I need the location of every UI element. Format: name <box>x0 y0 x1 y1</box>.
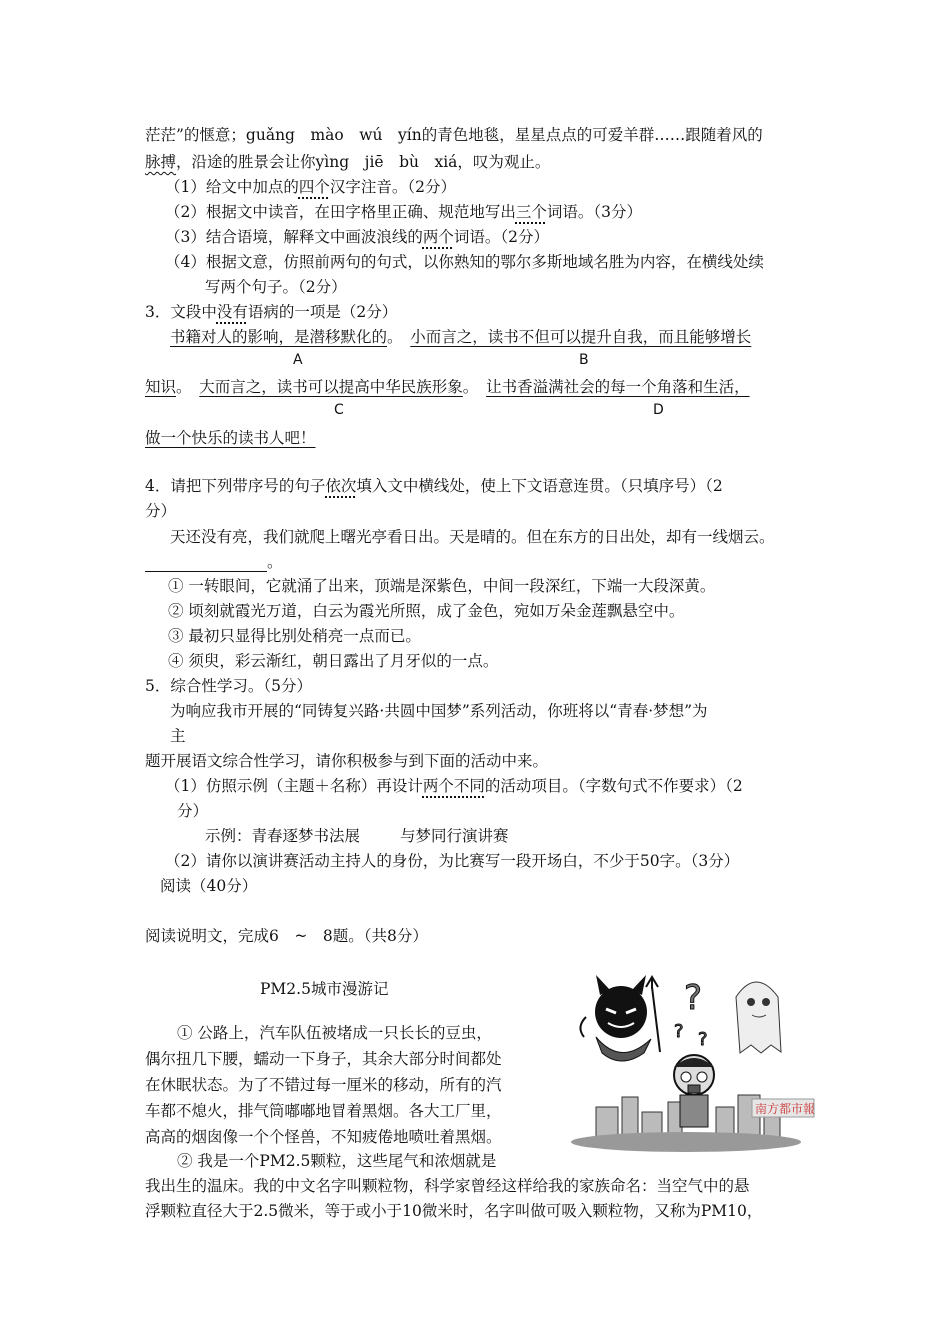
q5-heading: 5．综合性学习。（5分） <box>145 677 312 695</box>
svg-text:?: ? <box>674 1021 684 1042</box>
q3-sentence-d: 让书香溢满社会的每一个角落和生活， <box>486 378 750 396</box>
q4-option-4: ④ 须臾，彩云渐红，朝日露出了月牙似的一点。 <box>168 652 499 670</box>
q4-stem-line1: 4．请把下列带序号的句子依次填入文中横线处，使上下文语意连贯。（只填序号）（2 <box>145 477 723 495</box>
q4-option-3: ③ 最初只显得比别处稍亮一点而已。 <box>168 627 421 645</box>
q3-line3: 做一个快乐的读书人吧！ <box>145 429 316 447</box>
passage-line-2: 脉搏，沿途的胜景会让你yìng jiē bù xiá，叹为观止。 <box>145 153 551 171</box>
article-title: PM2.5城市漫游记 <box>260 980 389 998</box>
svg-text:南方都市報: 南方都市報 <box>755 1102 816 1116</box>
q4-blank-line: 。 <box>145 552 283 572</box>
q5-sub2: （2）请你以演讲赛活动主持人的身份，为比赛写一段开场白，不少于50字。（3分） <box>165 852 740 870</box>
q2-sub4-line2: 写两个句子。（2分） <box>205 278 347 296</box>
q5-sub1-line1: （1）仿照示例（主题＋名称）再设计两个不同的活动项目。（字数句式不作要求）（2 <box>165 777 743 795</box>
q2-sub1: （1）给文中加点的四个汉字注音。（2分） <box>165 178 457 196</box>
q3-sentence-c: 大而言之，读书可以提高中华民族形象 <box>199 378 463 396</box>
reading-instruction: 阅读说明文，完成6 ~ 8题。（共8分） <box>145 927 428 945</box>
q2-sub2: （2）根据文中读音，在田字格里正确、规范地写出三个词语。（3分） <box>165 203 643 221</box>
q3-line2: 知识。 大而言之，读书可以提高中华民族形象。 让书香溢满社会的每一个角落和生活， <box>145 378 750 396</box>
q5-intro-line3: 题开展语文综合性学习，请你积极参与到下面的活动中来。 <box>145 752 549 770</box>
q5-sub1-line2: 分） <box>177 802 209 820</box>
q5-intro-line1: 为响应我市开展的“同铸复兴路·共圆中国梦”系列活动，你班将以“青春·梦想”为 <box>170 702 708 720</box>
article-p1-line3: 在休眠状态。为了不错过每一厘米的移动，所有的汽 <box>145 1076 502 1094</box>
q3-label-c: C <box>334 402 344 418</box>
q4-passage: 天还没有亮，我们就爬上曙光亭看日出。天是晴的。但在东方的日出处，却有一线烟云。 <box>170 528 775 546</box>
q3-label-b: B <box>579 352 589 368</box>
svg-text:?: ? <box>698 1029 708 1050</box>
q3-line1: 书籍对人的影响，是潜移默化的。 小而言之，读书不但可以提升自我，而且能够增长 <box>170 328 752 346</box>
article-p1-line5: 高高的烟囱像一个个怪兽，不知疲倦地喷吐着黑烟。 <box>145 1128 502 1146</box>
article-p2-line1: ② 我是一个PM2.5颗粒，这些尾气和浓烟就是 <box>177 1152 497 1170</box>
pm25-cartoon-illustration <box>556 957 818 1153</box>
svg-text:?: ? <box>684 978 703 1018</box>
q3-stem: 3．文段中没有语病的一项是（2分） <box>145 303 398 321</box>
article-p1-line4: 车都不熄火，排气筒嘟嘟地冒着黑烟。各大工厂里， <box>145 1102 502 1120</box>
q5-example: 示例：青春逐梦书法展 与梦同行演讲赛 <box>205 827 509 845</box>
q4-stem-line2: 分） <box>145 502 177 520</box>
article-p1-line2: 偶尔扭几下腰，蠕动一下身子，其余大部分时间都处 <box>145 1050 502 1068</box>
article-p2-line3: 浮颗粒直径大于2.5微米，等于或小于10微米时，名字叫做可吸入颗粒物，又称为PM10， <box>145 1202 763 1220</box>
article-p2-line2: 我出生的温床。我的中文名字叫颗粒物，科学家曾经这样给我的家族命名：当空气中的悬 <box>145 1177 750 1195</box>
q4-option-2: ② 顷刻就霞光万道，白云为霞光所照，成了金色，宛如万朵金莲飘悬空中。 <box>168 602 685 620</box>
q3-label-a: A <box>293 352 303 368</box>
q3-sentence-b: 小而言之，读书不但可以提升自我，而且能够增长 <box>410 328 752 346</box>
answer-blank[interactable] <box>145 556 267 572</box>
reading-section-heading: 阅读（40分） <box>160 877 258 895</box>
q5-intro-line2: 主 <box>170 727 186 745</box>
q3-label-d: D <box>653 402 664 418</box>
q4-option-1: ① 一转眼间，它就涌了出来，顶端是深紫色，中间一段深红，下端一大段深黄。 <box>168 577 716 595</box>
q3-sentence-a: 书籍对人的影响，是潜移默化的 <box>170 328 388 346</box>
q2-sub3: （3）结合语境，解释文中画波浪线的两个词语。（2分） <box>165 228 550 246</box>
ghost-particle-icon <box>736 982 781 1053</box>
passage-line-1: 茫茫”的惬意；guǎng mào wú yín的青色地毯，星星点点的可爱羊群……跟随着风的 <box>145 126 763 144</box>
article-p1-line1: ① 公路上，汽车队伍被堵成一只长长的豆虫， <box>177 1024 492 1042</box>
q2-sub4-line1: （4）根据文意，仿照前两句的句式，以你熟知的鄂尔多斯地域名胜为内容，在横线处续 <box>165 253 764 271</box>
